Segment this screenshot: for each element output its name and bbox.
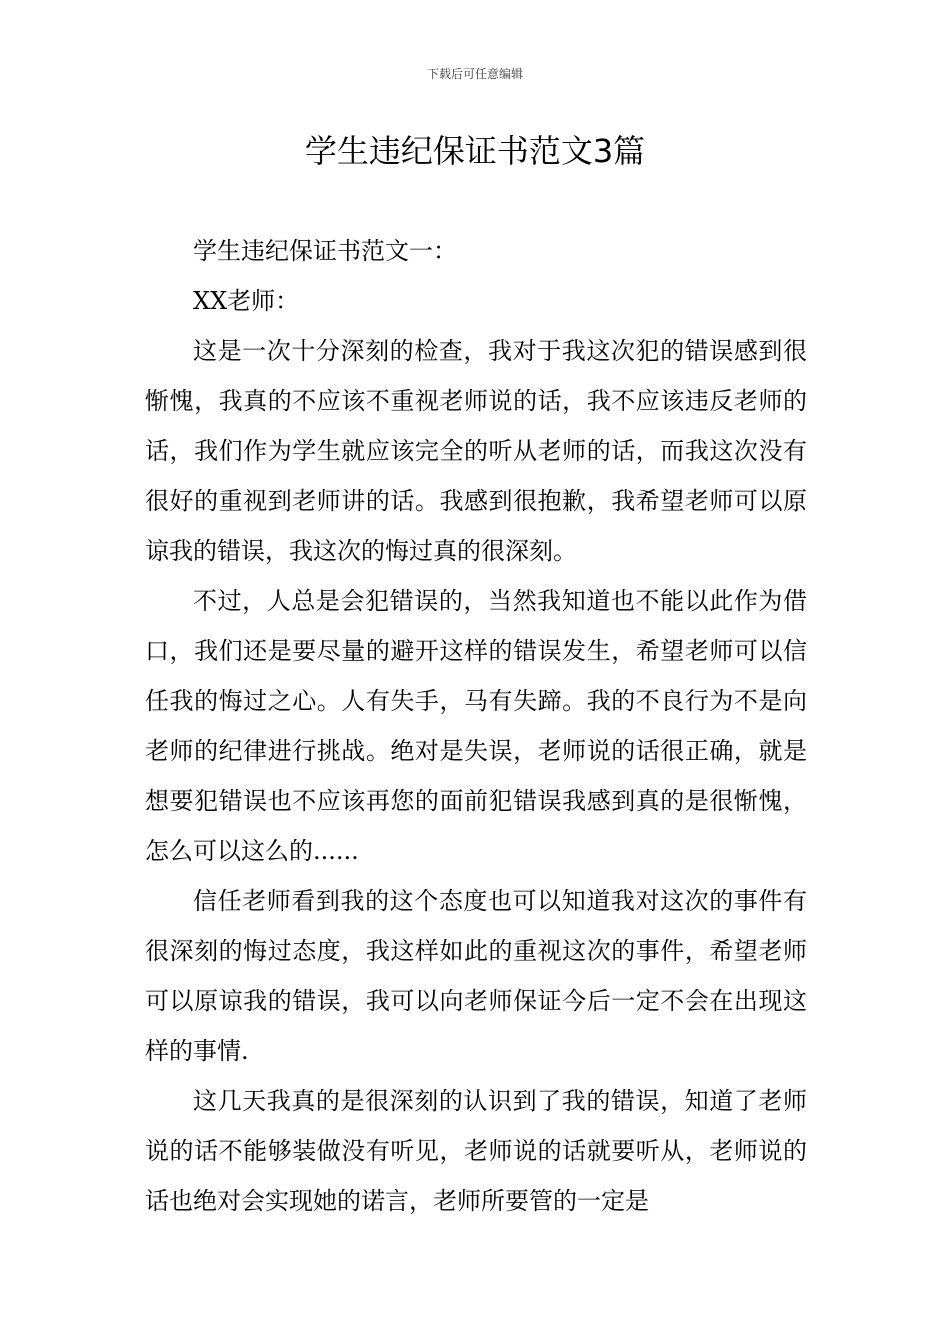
paragraph: 不过，人总是会犯错误的，当然我知道也不能以此作为借口，我们还是要尽量的避开这样的错误发生，希望老师可以信任我的悔过之心。人有失手，马有失蹄。我的不良行为不是向老师的纪律进行挑战。绝对是失误，老师说的话很正确，就是想要犯错误也不应该再您的面前犯错误我感到真的是很惭愧，怎么可以这么的...... [145, 587, 807, 865]
header-note: 下载后可任意编辑 [426, 67, 523, 81]
document-title: 学生违纪保证书范文3篇 [304, 132, 646, 170]
paragraph: 这几天我真的是很深刻的认识到了我的错误，知道了老师说的话不能够装做没有听见，老师说的话就要听从，老师说的话也绝对会实现她的诺言，老师所要管的一定是 [145, 1087, 807, 1215]
paragraph-heading: 学生违纪保证书范文一： [193, 237, 457, 265]
document-body [145, 226, 807, 1226]
paragraph: 信任老师看到我的这个态度也可以知道我对这次的事件有很深刻的悔过态度，我这样如此的重视这次的事件，希望老师可以原谅我的错误，我可以向老师保证今后一定不会在出现这样的事情. [145, 887, 807, 1065]
paragraph: 这是一次十分深刻的检查，我对于我这次犯的错误感到很惭愧，我真的不应该不重视老师说的话，我不应该违反老师的话，我们作为学生就应该完全的听从老师的话，而我这次没有很好的重视到老师讲的话。我感到很抱歉，我希望老师可以原谅我的错误，我这次的悔过真的很深刻。 [145, 337, 807, 565]
paragraph-salutation: XX老师： [193, 287, 300, 315]
